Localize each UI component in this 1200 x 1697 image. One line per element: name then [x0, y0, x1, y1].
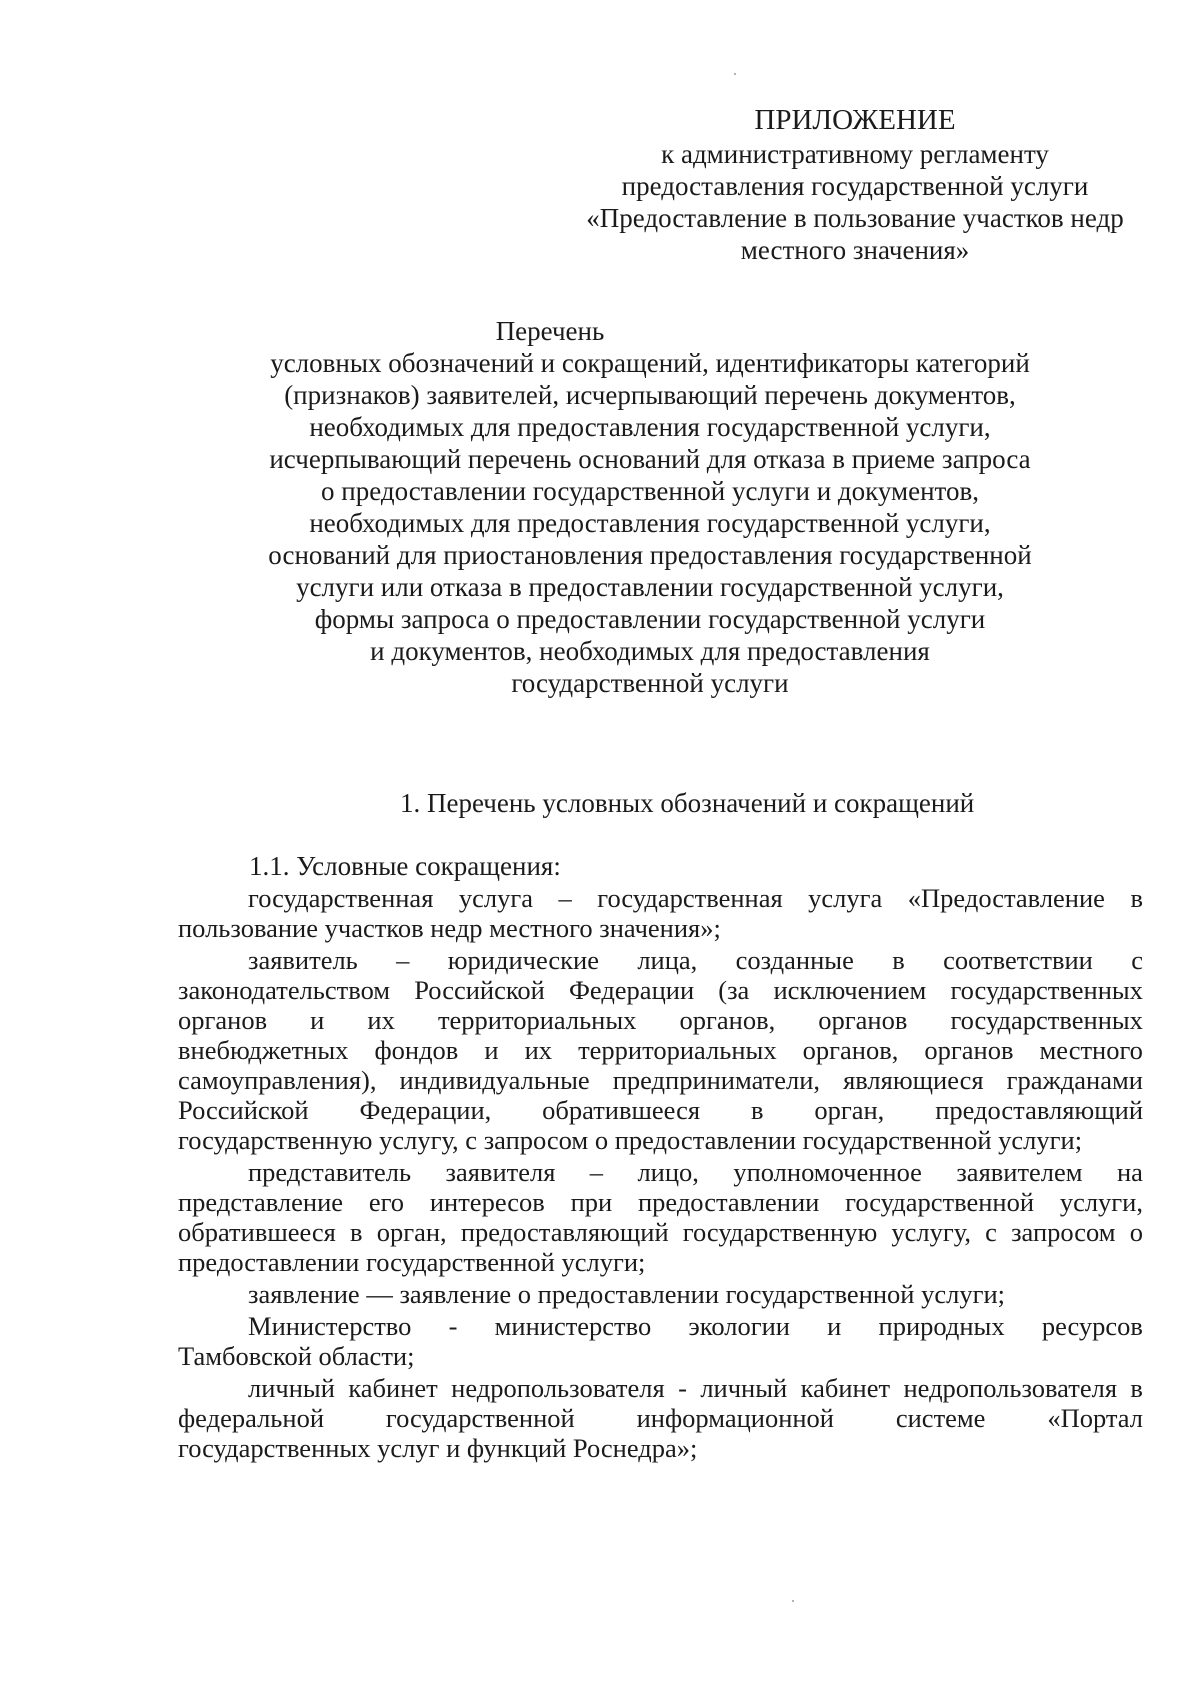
word: Федерации,	[359, 1095, 492, 1125]
word: уполномоченное	[733, 1157, 922, 1187]
word: в	[1130, 1373, 1143, 1403]
word: исключением	[773, 975, 927, 1005]
paragraph-line: предоставлении государственной услуги;	[178, 1247, 646, 1277]
list-title-line: услуги или отказа в предоставлении государственной услуги,	[296, 572, 1004, 602]
word: Министерство	[248, 1311, 412, 1341]
word: лицо,	[637, 1157, 699, 1187]
word: –	[396, 945, 410, 975]
word: их	[367, 1005, 395, 1035]
list-title-line: формы запроса о предоставлении государственной услуги	[314, 604, 986, 634]
paragraph-line: государственную услугу, с запросом о предоставлении государственной услуги;	[178, 1125, 1083, 1155]
paragraph-line: заявление — заявление о предоставлении государственной услуги;	[248, 1279, 1006, 1309]
paragraph-line	[178, 1065, 1143, 1095]
word: недропользователя	[451, 1373, 665, 1403]
word: «Предоставление	[907, 883, 1105, 913]
word: и	[310, 1005, 325, 1035]
word: созданные	[735, 945, 854, 975]
word: государственной	[385, 1403, 575, 1433]
word: его	[368, 1187, 405, 1217]
word: предоставлении	[637, 1187, 820, 1217]
word: услуга	[808, 883, 883, 913]
word: представитель	[248, 1157, 412, 1187]
word: ресурсов	[1041, 1311, 1143, 1341]
appendix-subtitle-line: «Предоставление в пользование участков недр	[586, 203, 1124, 233]
word: юридические	[447, 945, 599, 975]
word: (за	[718, 975, 750, 1005]
word: в	[350, 1217, 363, 1247]
word: недропользователя	[903, 1373, 1118, 1403]
word: заявителем	[956, 1157, 1083, 1187]
word: природных	[878, 1311, 1005, 1341]
paragraph-line	[178, 1187, 1143, 1217]
word: Федерации	[568, 975, 695, 1005]
word: с	[985, 1217, 997, 1247]
word: территориальных	[578, 1035, 777, 1065]
word: в	[1130, 883, 1143, 913]
word: министерство	[494, 1311, 652, 1341]
word: заявитель	[248, 945, 358, 975]
word: орган,	[376, 1217, 447, 1247]
list-title-line: необходимых для предоставления государственной услуги,	[309, 412, 991, 442]
word: услуга	[458, 883, 534, 913]
word: самоуправления),	[178, 1065, 377, 1095]
word: Российской	[178, 1095, 309, 1125]
word: гражданами	[1006, 1065, 1143, 1095]
section-heading: 1. Перечень условных обозначений и сокращений	[400, 788, 975, 818]
word: личный	[700, 1373, 788, 1403]
word: Российской	[414, 975, 545, 1005]
scan-speck	[792, 1600, 794, 1602]
appendix-subtitle-line: к административному регламенту	[661, 139, 1049, 169]
appendix-subtitle-line: местного значения»	[740, 235, 970, 265]
word: информационной	[636, 1403, 834, 1433]
word: услуги,	[1059, 1187, 1143, 1217]
word: системе	[895, 1403, 986, 1433]
subsection-heading: 1.1. Условные сокращения:	[249, 851, 561, 881]
word: государственная	[597, 883, 783, 913]
list-title-line: оснований для приостановления предоставления государственной	[268, 540, 1032, 570]
paragraph-line	[178, 1403, 1143, 1433]
word: фондов	[374, 1035, 459, 1065]
list-title-line: условных обозначений и сокращений, идентификаторы категорий	[270, 348, 1030, 378]
appendix-title: ПРИЛОЖЕНИЕ	[754, 104, 956, 136]
word: государственных	[950, 975, 1143, 1005]
word: «Портал	[1047, 1403, 1143, 1433]
word: орган,	[814, 1095, 885, 1125]
paragraph-line	[178, 975, 1143, 1005]
word: органов,	[679, 1005, 776, 1035]
list-title-line: о предоставлении государственной услуги и документов,	[321, 476, 979, 506]
word: экологии	[688, 1311, 790, 1341]
word: -	[678, 1373, 687, 1403]
paragraph-line	[248, 1373, 1143, 1403]
paragraph-line: государственных услуг и функций Роснедра»;	[178, 1433, 698, 1463]
list-title-line: (признаков) заявителей, исчерпывающий перечень документов,	[284, 380, 1016, 410]
word: предоставляющий	[935, 1095, 1143, 1125]
paragraph-line	[178, 1095, 1143, 1125]
word: и	[827, 1311, 842, 1341]
word: в	[892, 945, 905, 975]
paragraph-line	[248, 1157, 1143, 1187]
word: обратившееся	[542, 1095, 701, 1125]
word: являющиеся	[843, 1065, 984, 1095]
list-title-line: и документов, необходимых для предоставления	[370, 636, 930, 666]
word: кабинет	[800, 1373, 891, 1403]
word: государственных	[950, 1005, 1143, 1035]
word: –	[558, 883, 572, 913]
word: заявителя	[445, 1157, 556, 1187]
paragraph-line	[248, 945, 1143, 975]
word: личный	[248, 1373, 335, 1403]
word: услугу,	[891, 1217, 971, 1247]
paragraph-line	[248, 883, 1143, 913]
list-title-line: исчерпывающий перечень оснований для отказа в приеме запроса	[269, 444, 1031, 474]
word: местного	[1039, 1035, 1143, 1065]
word: органов,	[802, 1035, 899, 1065]
word: и	[484, 1035, 499, 1065]
paragraph-line	[178, 1005, 1143, 1035]
scan-speck	[734, 73, 736, 75]
word: предприниматели,	[612, 1065, 821, 1095]
list-title-line: необходимых для предоставления государственной услуги,	[309, 508, 991, 538]
word: в	[750, 1095, 764, 1125]
list-title-line: государственной услуги	[511, 668, 789, 698]
word: их	[524, 1035, 553, 1065]
word: территориальных	[437, 1005, 637, 1035]
paragraph-line: пользование участков недр местного значения»;	[178, 913, 721, 943]
word: представление	[178, 1187, 344, 1217]
appendix-subtitle-line: предоставления государственной услуги	[621, 171, 1089, 201]
word: федеральной	[178, 1403, 324, 1433]
word: внебюджетных	[178, 1035, 349, 1065]
word: органов	[818, 1005, 908, 1035]
word: законодательством	[178, 975, 391, 1005]
word: кабинет	[348, 1373, 438, 1403]
word: запросом	[1011, 1217, 1116, 1247]
word: органов	[924, 1035, 1014, 1065]
paragraph-line	[178, 1035, 1143, 1065]
word: государственную	[682, 1217, 878, 1247]
word: индивидуальные	[399, 1065, 590, 1095]
word: органов	[178, 1005, 268, 1035]
word: -	[448, 1311, 458, 1341]
word: о	[1129, 1217, 1143, 1247]
word: с	[1131, 945, 1143, 975]
word: обратившееся	[178, 1217, 336, 1247]
word: государственная	[248, 883, 434, 913]
word: лица,	[637, 945, 698, 975]
list-heading: Перечень	[495, 316, 605, 346]
word: государственной	[845, 1187, 1035, 1217]
word: на	[1116, 1157, 1143, 1187]
word: предоставляющий	[460, 1217, 669, 1247]
paragraph-line	[178, 1217, 1143, 1247]
word: интересов	[429, 1187, 545, 1217]
paragraph-line	[248, 1311, 1143, 1341]
word: –	[589, 1157, 604, 1187]
word: при	[570, 1187, 613, 1217]
word: соответствии	[943, 945, 1093, 975]
paragraph-line: Тамбовской области;	[178, 1341, 415, 1371]
